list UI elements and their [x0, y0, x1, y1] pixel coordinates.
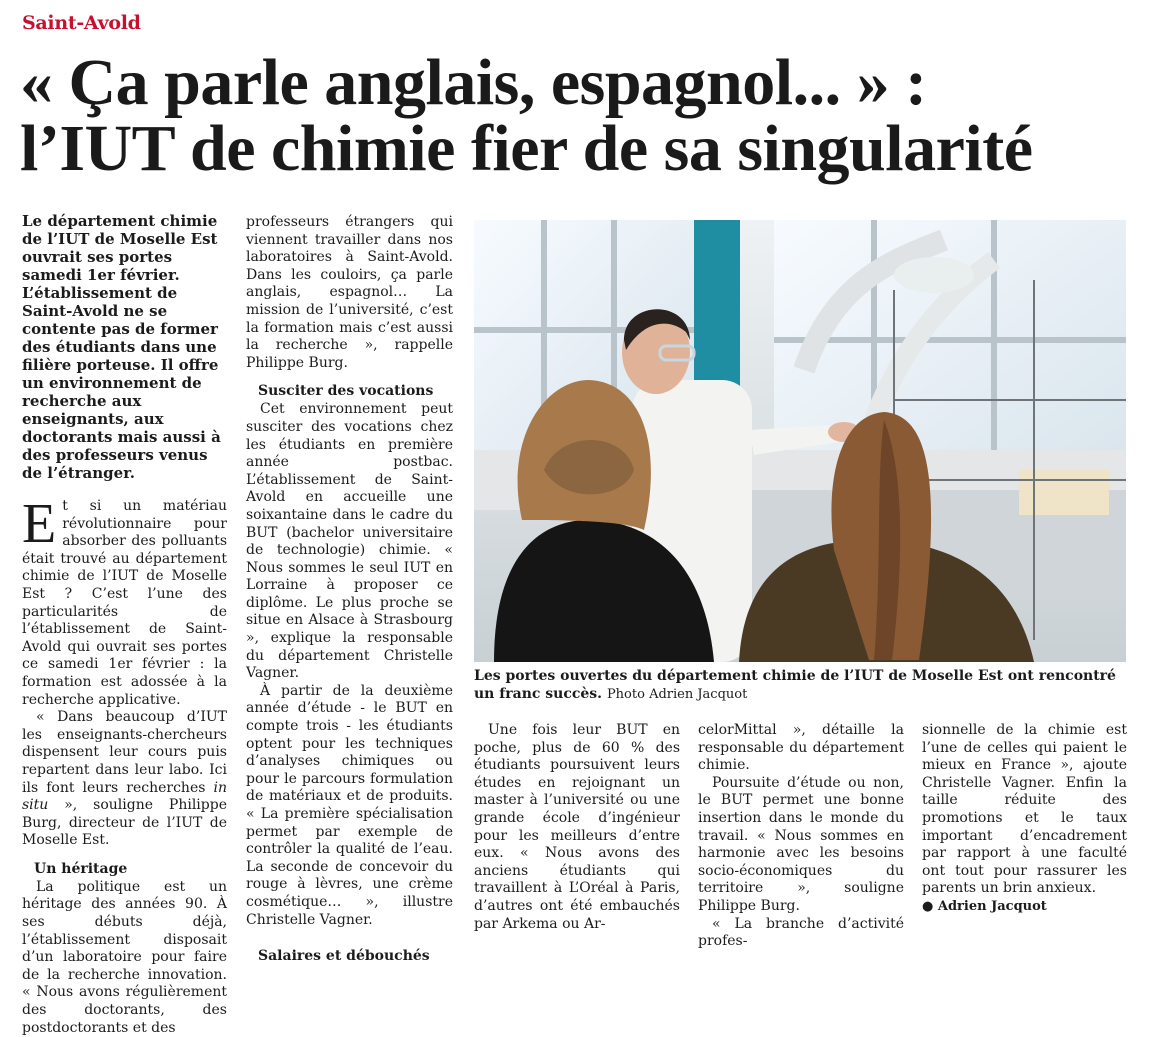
article-column-4 — [698, 722, 904, 951]
article-column-3 — [474, 722, 680, 933]
headline-line-2: l’IUT de chimie fier de sa singularité — [20, 112, 1033, 185]
caption-text: Les portes ouvertes du département chimie de l’IUT de Moselle Est ont rencontré un franc succès. — [474, 668, 1116, 702]
body-paragraph: La politique est un héritage des années 90. À ses débuts déjà, l’établissement disposait d’un laboratoire pour faire de la recherche innovation. « Nous avons régulièrement des doctorants, des postdoctorants et des — [22, 878, 227, 1036]
body-paragraph: professeurs étrangers qui viennent travailler dans nos laboratoires à Saint-Avold. Dans les couloirs, ça parle anglais, espagnol… La mission de l’université, c’est la formation mais c’est aussi la recherche », rappelle Philippe Burg. — [246, 214, 453, 371]
headline-line-1: « Ça parle anglais, espagnol... » : — [20, 46, 927, 119]
subheading-vocations: Susciter des vocations — [258, 383, 434, 400]
body-paragraph: « La branche d’activité profes- — [698, 915, 904, 950]
photo-credit: Photo Adrien Jacquot — [606, 687, 748, 702]
article-headline — [20, 46, 1150, 185]
subheading-heritage: Un héritage — [34, 860, 128, 877]
article-column-5 — [922, 722, 1127, 916]
article-column-2 — [246, 214, 453, 966]
body-paragraph: Et si un matériau révolutionnaire pour absorber des polluants était trouvé au département chimie de l’IUT de Moselle Est ? C’est l’une des particularités de l’établissement de Saint-Avold qui ouvrait ses portes ce samedi 1er février : la formation est adossée à la recherche applicative. — [22, 493, 227, 708]
author-byline: ● Adrien Jacquot — [922, 898, 1047, 914]
body-paragraph: sionnelle de la chimie est l’une de celles qui paient le mieux en France », ajoute Christelle Vagner. Enfin la taille réduite des promotions et le taux important d’encadrement par rapport à une faculté ont tout pour rassurer les parents un brin anxieux. — [922, 722, 1127, 897]
body-paragraph: Cet environnement peut susciter des vocations chez les étudiants en première année postbac. L’établissement de Saint-Avold en accueille une soixantaine dans le cadre du BUT (bachelor universitaire de technologie) chimie. « Nous sommes le seul IUT en Lorraine à proposer ce diplôme. Le plus proche se situe en Alsace à Strasbourg », explique la responsable du département Christelle Vagner. — [246, 401, 453, 682]
drop-cap: E — [22, 493, 57, 555]
body-paragraph: Poursuite d’étude ou non, le BUT permet une bonne insertion dans le monde du travail. « Nous sommes en harmonie avec les besoins socio-économiques du territoire », souligne Philippe Burg. — [698, 774, 904, 914]
article-lead: Le département chimie de l’IUT de Moselle Est ouvrait ses portes samedi 1er février. L’établissement de Saint-Avold ne se contente pas de former des étudiants dans une filière porteuse. Il offre un environnement de recherche aux enseignants, aux doctorants mais aussi à des professeurs venus de l’étranger. — [22, 212, 221, 482]
article-column-1 — [22, 212, 227, 1037]
article-photo — [474, 220, 1126, 662]
subheading-salaires: Salaires et débouchés — [258, 948, 430, 965]
section-rubric: Saint-Avold — [22, 12, 141, 34]
lab-photo-illustration — [474, 220, 1126, 662]
body-paragraph: À partir de la deuxième année d’étude - le BUT en compte trois - les étudiants optent pour les techniques d’analyses chimiques ou pour le parcours formulation de matériaux et de produits. « La première spécialisation permet par exemple de contrôler la qualité de l’eau. La seconde de concevoir du rouge à lèvres, une crème cosmétique… », illustre Christelle Vagner. — [246, 682, 453, 928]
body-paragraph: « Dans beaucoup d’IUT les enseignants-chercheurs dispensent leur cours puis repartent dans leur labo. Ici ils font leurs recherches in situ », souligne Philippe Burg, directeur de l’IUT de Moselle Est. — [22, 709, 227, 849]
body-paragraph: Une fois leur BUT en poche, plus de 60 % des étudiants poursuivent leurs études en rejoignant un master à l’université ou une grande école d’ingénieur pour les meilleurs d’entre eux. « Nous avons des anciens étudiants qui travaillent à L’Oréal à Paris, d’autres ont été embauchés par Arkema ou Ar- — [474, 722, 680, 932]
body-paragraph: celorMittal », détaille la responsable du département chimie. — [698, 722, 904, 774]
photo-caption — [474, 667, 1126, 704]
